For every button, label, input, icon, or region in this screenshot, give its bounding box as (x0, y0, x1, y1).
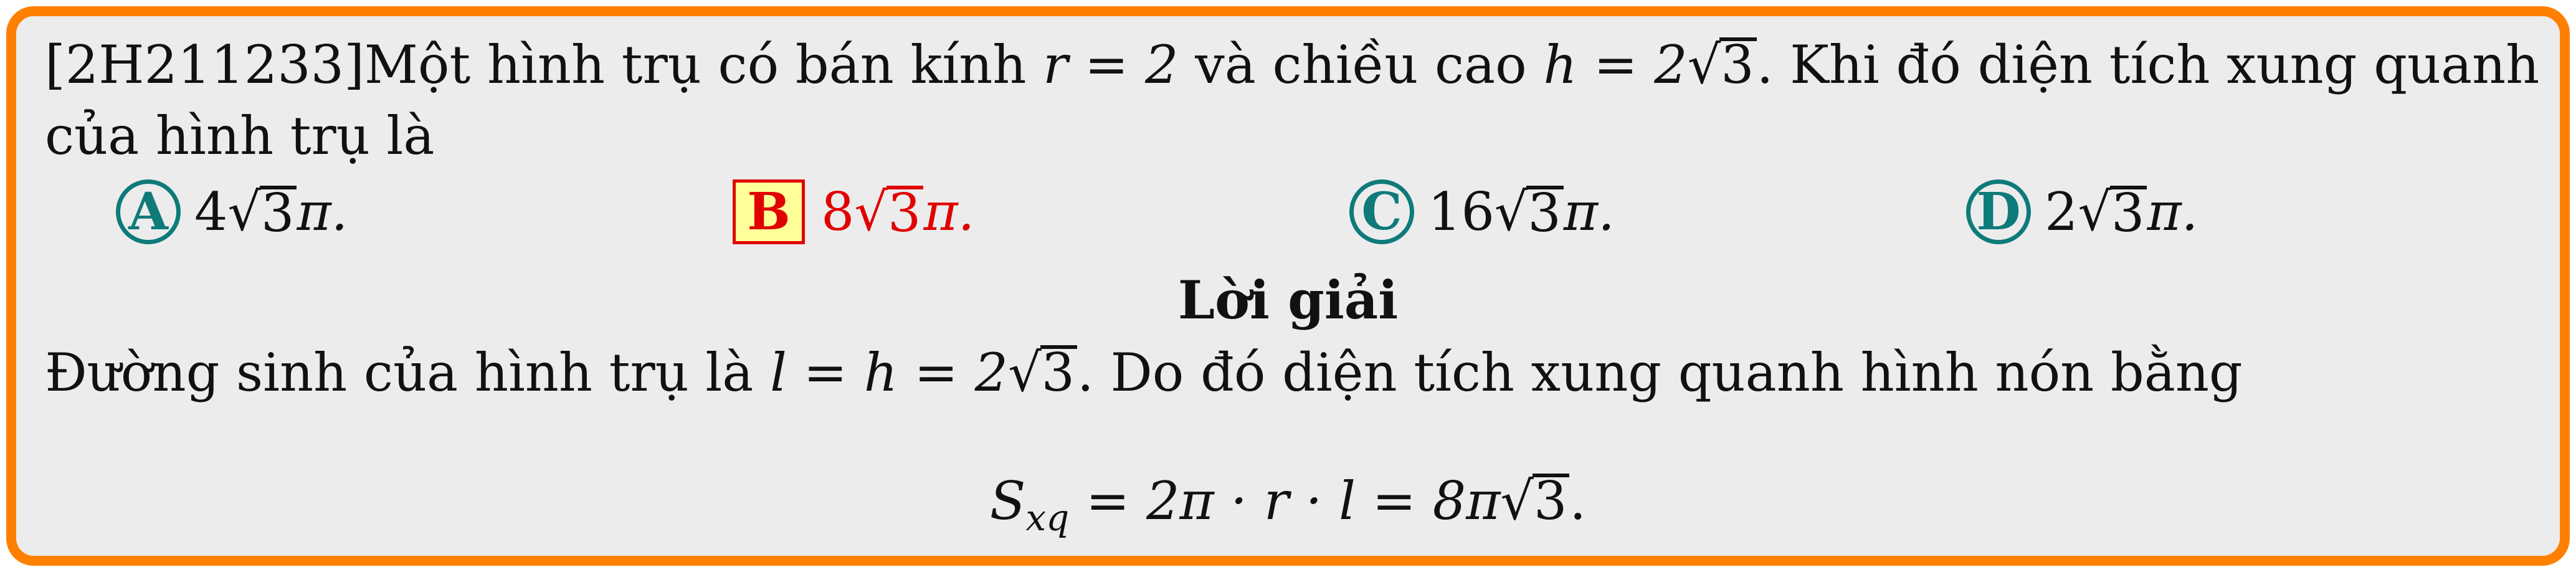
question-code: [2H211233] (45, 34, 364, 95)
option-d-coef: 2 (2045, 181, 2078, 242)
formula-lhs: S (989, 470, 1026, 531)
question-line-1: [2H211233]Một hình trụ có bán kính r = 2 và chiều cao h = 2√3. Khi đó diện tích xung quanh (45, 34, 2540, 95)
solution-title: Lời giải (1177, 269, 1399, 331)
option-d-suffix: π. (2147, 181, 2198, 242)
slant-radicand: 3 (1040, 345, 1077, 397)
height-radicand: 3 (1719, 37, 1756, 89)
solution-text-a: Đường sinh của hình trụ là (45, 342, 771, 403)
solution-line: Đường sinh của hình trụ là l = h = 2√3. Do đó diện tích xung quanh hình nón bằng (45, 342, 2243, 403)
option-c-suffix: π. (1563, 181, 1615, 242)
option-b[interactable]: B 8 √ 3 π. (733, 179, 974, 244)
question-text-c: . Khi đó diện tích xung quanh (1756, 34, 2540, 95)
option-c[interactable]: C 16 √ 3 π. (1349, 179, 1615, 244)
slant-expression: l = h = 2 (770, 342, 1009, 403)
option-c-radicand: 3 (1526, 186, 1563, 237)
formula-subscript: xq (1025, 496, 1070, 539)
height-expression: h = 2 (1543, 34, 1688, 95)
question-text-b: và chiều cao (1178, 34, 1544, 95)
option-b-letter: B (733, 179, 805, 244)
option-b-suffix: π. (923, 181, 975, 242)
question-line-2: của hình trụ là (45, 105, 435, 166)
option-a-letter: A (116, 179, 181, 244)
radius-expression: r = 2 (1043, 34, 1179, 95)
option-a-radicand: 3 (260, 186, 297, 237)
solution-text-b: . Do đó diện tích xung quanh hình nón bằng (1077, 342, 2243, 403)
option-a[interactable]: A 4 √ 3 π. (116, 179, 348, 244)
option-c-letter: C (1349, 179, 1414, 244)
solution-formula: $S_{xq} = 2\pi \cdot r \cdot l = 8\pi√3$. (989, 470, 1587, 539)
option-b-radicand: 3 (886, 186, 923, 237)
question-text-a: Một hình trụ có bán kính (364, 34, 1043, 95)
option-d-radicand: 3 (2110, 186, 2147, 237)
formula-end: . (1569, 470, 1587, 531)
option-d-letter: D (1966, 179, 2031, 244)
option-d[interactable]: D 2 √ 3 π. (1966, 179, 2198, 244)
formula-middle: = 2π · r · l = 8π (1069, 470, 1501, 531)
option-c-coef: 16 (1428, 181, 1495, 242)
question-card (6, 6, 2570, 566)
option-a-suffix: π. (297, 181, 348, 242)
option-b-coef: 8 (821, 181, 855, 242)
formula-radicand: 3 (1533, 474, 1569, 525)
option-a-coef: 4 (194, 181, 228, 242)
